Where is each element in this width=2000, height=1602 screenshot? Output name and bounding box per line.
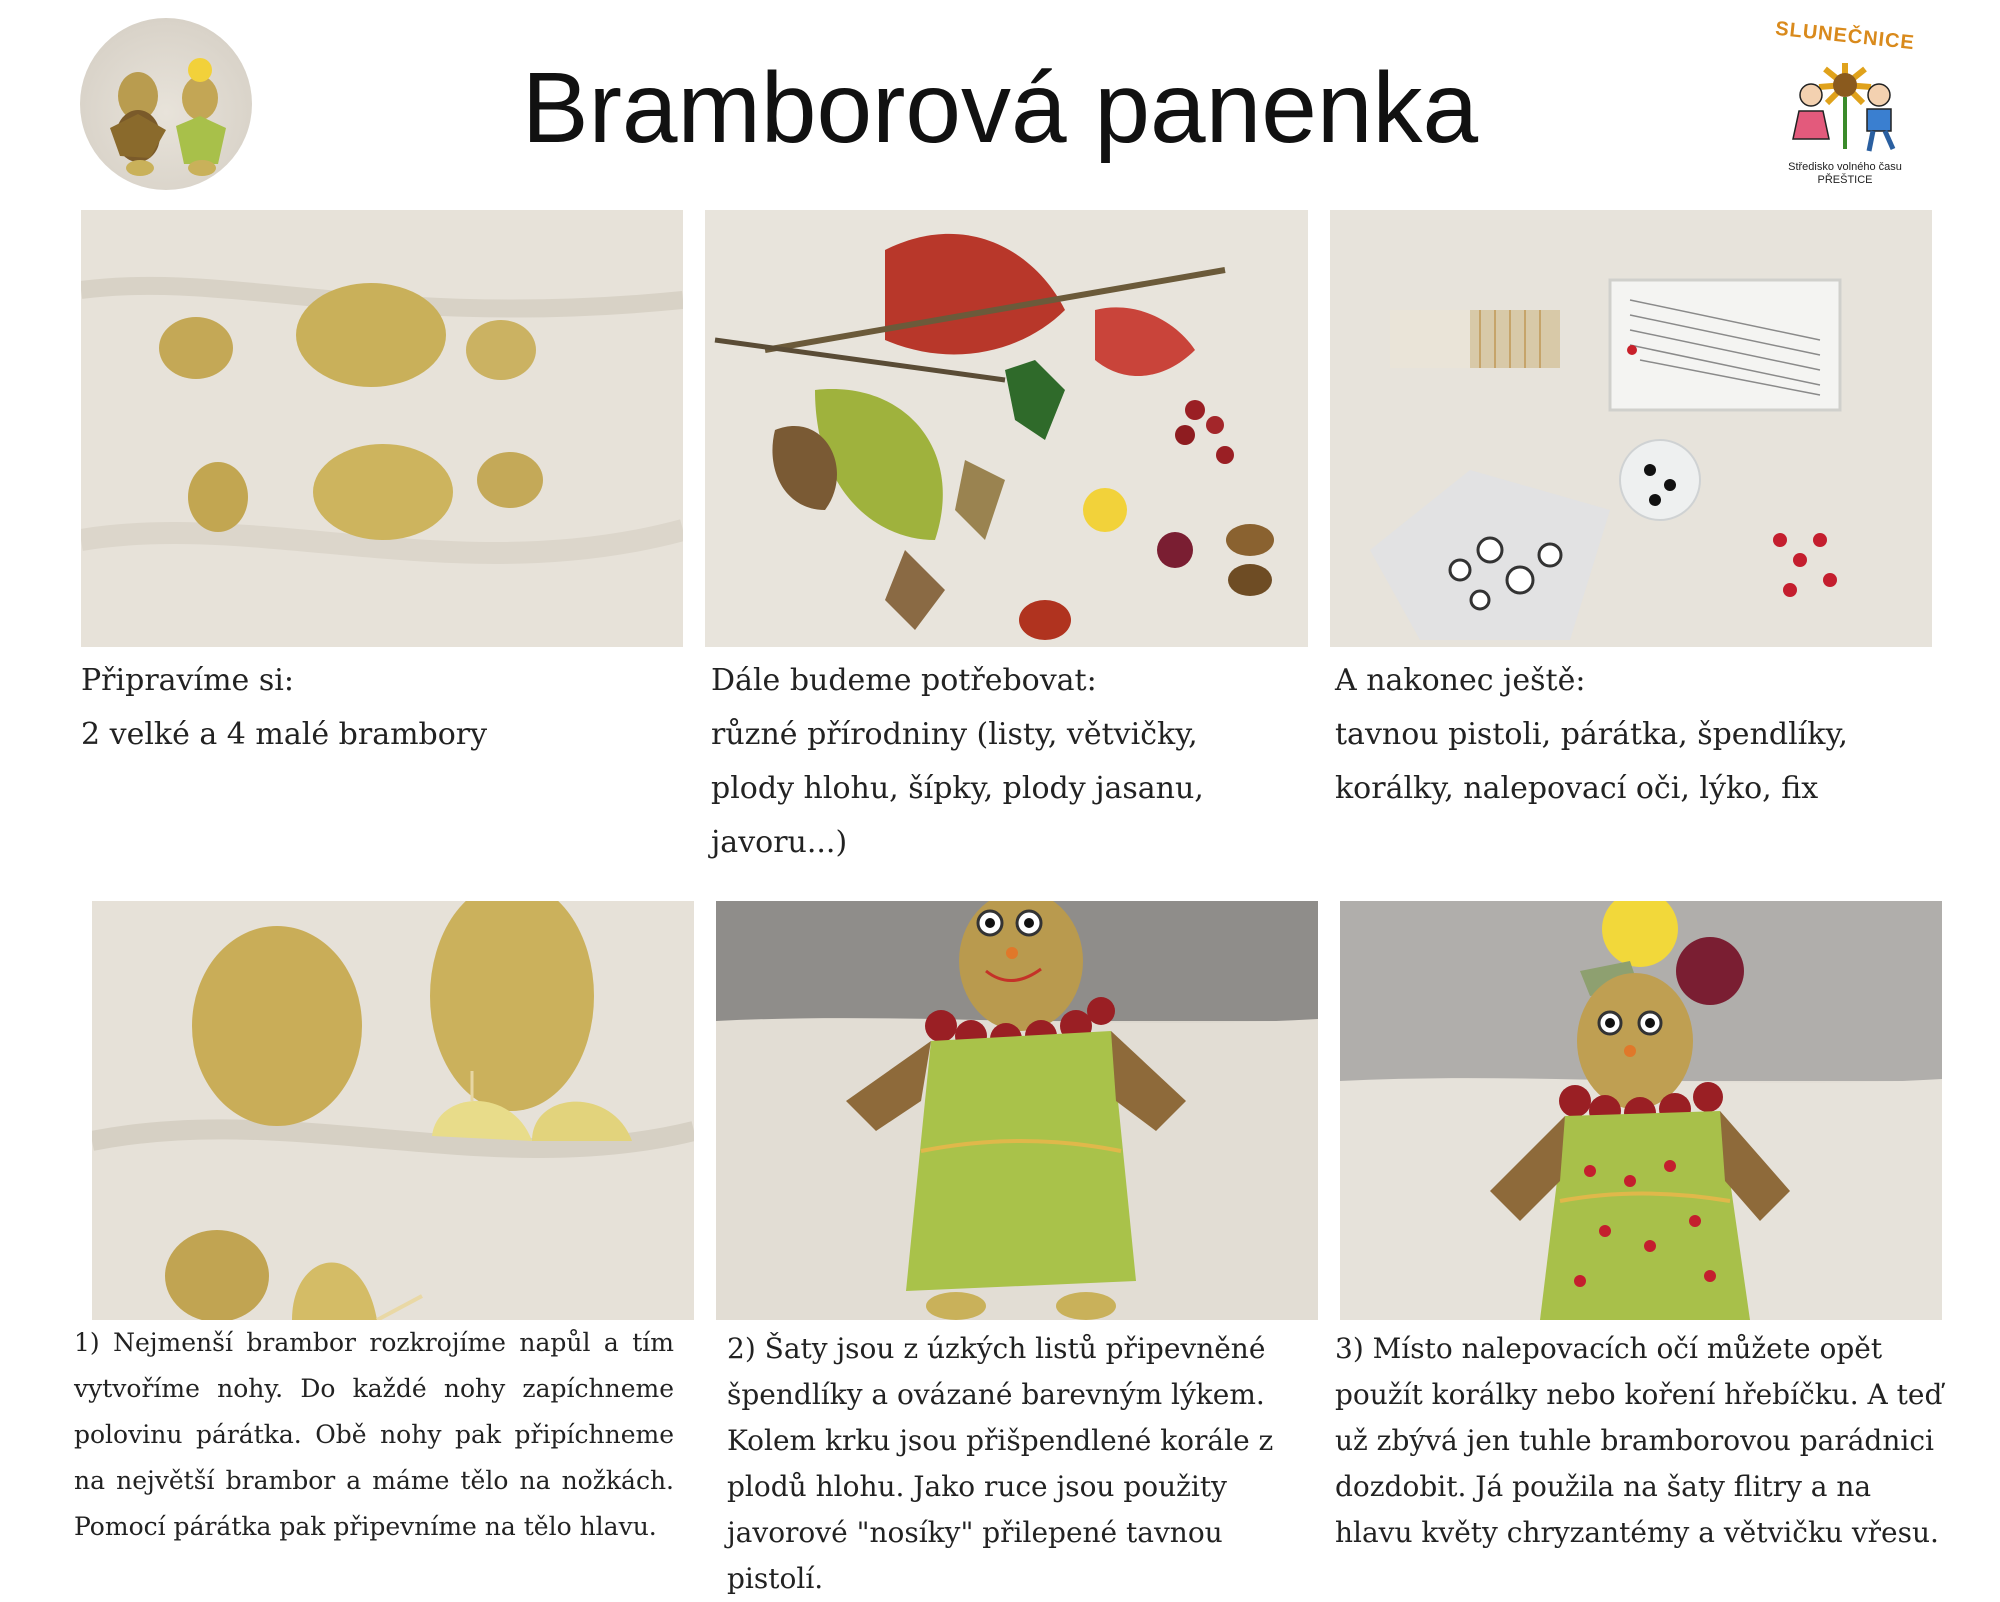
page-title: Bramborová panenka <box>521 52 1479 164</box>
header-thumbnail-photo <box>80 18 252 190</box>
step-materials-heading: Dále budeme potřebovat: <box>711 663 1097 698</box>
photo-step-3-decorated <box>1340 901 1942 1320</box>
photo-tools <box>1330 210 1932 647</box>
step-1-description: 1) Nejmenší brambor rozkrojíme napůl a tím vytvoříme nohy. Do každé nohy zapíchneme polovinu párátka. Obě nohy pak připíchneme na největší brambor a máme tělo na nožkách. Pomocí párátka pak připevníme na tělo hlavu. <box>74 1328 674 1541</box>
photo-potatoes <box>81 210 683 647</box>
step-tools-heading: A nakonec ještě: <box>1335 663 1586 698</box>
step-prepare-text: 2 velké a 4 malé brambory <box>81 717 488 752</box>
step-materials-line-3: javoru...) <box>711 825 848 860</box>
step-tools-line-2: korálky, nalepovací oči, lýko, fix <box>1335 771 1819 806</box>
step-tools-line-1: tavnou pistoli, párátka, špendlíky, <box>1335 717 1848 752</box>
logo-subtitle-line2: PŘEŠTICE <box>1817 174 1873 186</box>
sunflower-children-icon <box>1785 55 1905 155</box>
organization-logo <box>1745 17 1945 195</box>
step-tools-caption <box>1335 654 1955 816</box>
photo-natural-materials <box>705 210 1308 647</box>
step-materials-line-2: plody hlohu, šípky, plody jasanu, <box>711 771 1204 806</box>
logo-subtitle <box>1745 161 1945 187</box>
photo-step-2-dress <box>716 901 1318 1320</box>
photo-step-1-legs <box>92 901 694 1320</box>
step-2-description: 2) Šaty jsou z úzkých listů připevněné špendlíky a ovázané barevným lýkem. Kolem krku jsou přišpendlené korále z plodů hlohu. Jako ruce jsou použity javorové "nosíky" přilepené tavnou pistolí. <box>727 1332 1274 1595</box>
step-3-description: 3) Místo nalepovacích očí můžete opět použít korálky nebo koření hřebíčku. A teď už zbývá jen tuhle bramborovou parádnici dozdobit. Já použila na šaty flitry a na hlavu květy chryzantémy a větvičku vřesu. <box>1335 1332 1943 1549</box>
step-materials-line-1: různé přírodniny (listy, větvičky, <box>711 717 1198 752</box>
step-prepare-heading: Připravíme si: <box>81 663 294 698</box>
logo-subtitle-line1: Středisko volného času <box>1788 161 1902 173</box>
logo-name: SLUNEČNICE <box>1774 17 1916 55</box>
step-materials-caption <box>711 654 1311 870</box>
step-prepare-caption <box>81 654 681 762</box>
